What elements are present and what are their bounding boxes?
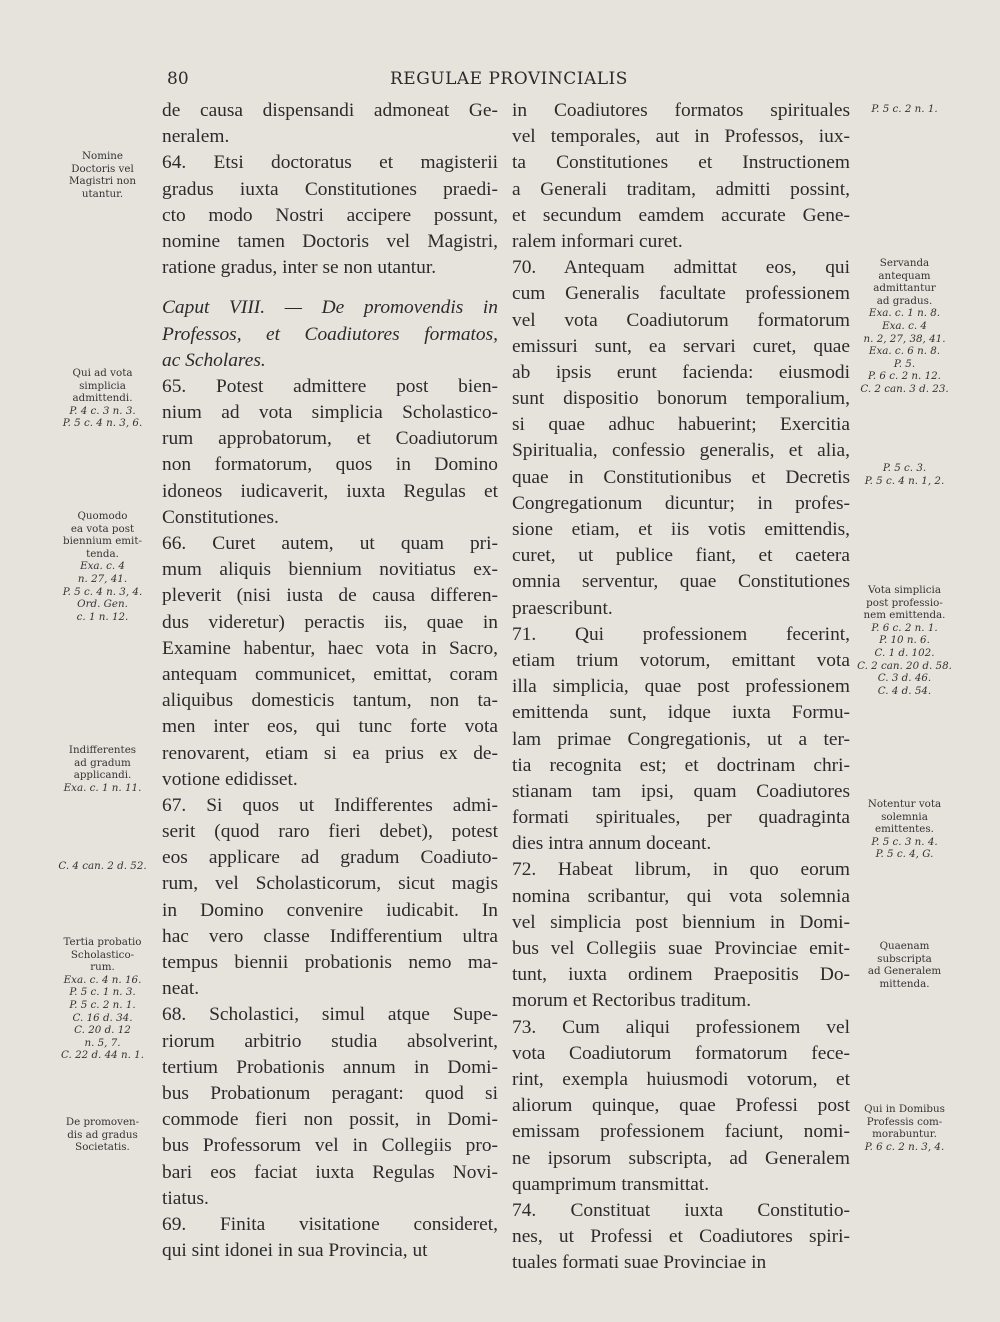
margin-note-reference: Ord. Gen. xyxy=(77,598,128,611)
margin-note-label: Scholastico- xyxy=(70,948,135,961)
margin-note-label: Servanda xyxy=(879,257,930,269)
margin-note xyxy=(852,103,957,116)
margin-note-label: ad gradus. xyxy=(876,294,933,307)
margin-note-label: ad Generalem xyxy=(867,965,942,978)
text-line: non formatorum, quos in Domino xyxy=(162,454,498,476)
margin-note-reference: C. 20 d. 12 xyxy=(74,1024,131,1037)
text-line: si quae adhuc habuerint; Exercitia xyxy=(512,414,850,436)
text-line: 71. Qui professionem fecerint, xyxy=(512,623,850,645)
text-line: idoneos iudicaverit, iuxta Regulas et xyxy=(162,480,498,502)
text-line: tuales formati suae Provinciae in xyxy=(512,1252,767,1274)
margin-note-reference: c. 1 n. 12. xyxy=(76,610,129,623)
text-line: bus Probationum peragant: quod si xyxy=(162,1082,498,1104)
margin-note-label: Qui in Domibus xyxy=(864,1103,945,1115)
margin-note-reference: Exa. c. 1 n. 11. xyxy=(63,781,142,794)
margin-note xyxy=(50,1116,155,1154)
text-line: illa simplicia, quae post professionem xyxy=(512,676,850,698)
margin-note-label: Notentur vota xyxy=(867,798,942,810)
margin-note-reference: n. 27, 41. xyxy=(77,572,128,585)
text-line: vel vota Coadiutorum formatorum xyxy=(512,309,850,331)
text-line: praescribunt. xyxy=(512,597,613,619)
text-line: riorum arbitrio studia absolverint, xyxy=(162,1030,498,1052)
text-line: lam primae Congregationis, ut a ter- xyxy=(512,728,850,750)
text-line: bus vel Collegiis suae Provinciae emit- xyxy=(512,938,850,959)
page-number: 80 xyxy=(167,69,189,89)
text-line: Congregationum dicuntur; in profes- xyxy=(512,492,850,514)
text-line: vota Coadiutorum formatorum fece- xyxy=(512,1042,850,1064)
margin-note-reference: P. 5 c. 2 n. 1. xyxy=(69,998,136,1011)
text-line: Spiritualia, confessio generalis, et alia, xyxy=(512,440,850,462)
text-line: 73. Cum aliqui professionem vel xyxy=(512,1016,850,1038)
margin-note-reference: C. 3 d. 46. xyxy=(877,672,932,685)
chapter-heading-line: Caput VIII. — De promovendis in xyxy=(162,297,498,319)
text-line: sunt dispositio bonorum temporalium, xyxy=(512,388,850,410)
margin-note-reference: P. 5 c. 1 n. 3. xyxy=(69,986,136,999)
margin-note-reference: P. 5 c. 4 n. 3, 6. xyxy=(62,417,143,430)
text-line: neralem. xyxy=(162,126,230,148)
margin-note-label: applicandi. xyxy=(73,769,132,782)
text-line: sione etiam, et iis votis emittendis, xyxy=(512,519,850,540)
text-line: pleverit (nisi iusta de causa differen- xyxy=(162,585,498,607)
margin-note-reference: C. 4 can. 2 d. 52. xyxy=(58,860,147,872)
margin-note-reference: n. 5, 7. xyxy=(84,1036,121,1049)
text-line: 66. Curet autem, ut quam pri- xyxy=(162,533,498,554)
margin-note-reference: P. 5. xyxy=(893,357,916,370)
margin-note-reference: P. 5 c. 4, G. xyxy=(875,848,934,861)
margin-note-label: De promoven- xyxy=(65,1116,140,1128)
margin-note-label: Doctoris vel xyxy=(71,162,134,175)
margin-note xyxy=(50,744,155,794)
margin-note xyxy=(50,150,155,200)
text-line: ta Constitutiones et Instructionem xyxy=(512,152,850,174)
margin-note-label: nem emittenda. xyxy=(863,609,946,622)
margin-note-reference: Exa. c. 4 xyxy=(882,319,927,332)
margin-note-label: solemnia xyxy=(881,810,928,823)
margin-note-reference: n. 2, 27, 38, 41. xyxy=(863,332,946,345)
margin-note-reference: P. 5 c. 3. xyxy=(882,462,927,474)
text-line: dus videretur) peractis iis, quae in xyxy=(162,611,498,633)
text-line: 64. Etsi doctoratus et magisterii xyxy=(162,152,498,174)
margin-note-label: emittentes. xyxy=(875,823,934,836)
text-line: stianam tam ipsi, quam Coadiutores xyxy=(512,780,850,802)
text-line: tempus biennii probationis nemo ma- xyxy=(162,952,498,973)
text-line: 74. Constituat iuxta Constitutio- xyxy=(512,1199,850,1221)
chapter-heading-line: ac Scholares. xyxy=(162,349,266,371)
left-column xyxy=(162,98,498,1264)
margin-note-label: Qui ad vota xyxy=(72,367,133,379)
text-line: 70. Antequam admittat eos, qui xyxy=(512,257,850,279)
margin-note xyxy=(852,1103,957,1153)
text-line: in Domino convenire iudicabit. In xyxy=(162,899,498,921)
margin-note-label: Quomodo xyxy=(77,510,128,522)
text-line: emissam professionem faciunt, nomi- xyxy=(512,1121,850,1143)
margin-note-reference: P. 4 c. 3 n. 3. xyxy=(69,404,136,417)
margin-note-label: subscripta xyxy=(877,952,932,965)
text-line: qui sint idonei in sua Provincia, ut xyxy=(162,1240,428,1262)
text-line: nomina scribantur, qui vota solemnia xyxy=(512,885,850,907)
text-line: Examine habentur, haec vota in Sacro, xyxy=(162,637,498,659)
margin-note xyxy=(852,257,957,396)
margin-note-label: admittantur xyxy=(873,282,936,295)
margin-note-reference: Exa. c. 6 n. 8. xyxy=(868,345,941,358)
margin-note xyxy=(852,462,957,487)
text-line: omnia serventur, quae Constitutiones xyxy=(512,571,850,593)
text-line: aliquibus domesticis tantum, non ta- xyxy=(162,690,498,712)
text-line: bus Professorum vel in Collegiis pro- xyxy=(162,1135,498,1157)
text-line: serit (quod raro fieri debet), potest xyxy=(162,821,498,843)
text-line: mum aliquis biennium novitiatus ex- xyxy=(162,559,498,581)
margin-note-label: biennium emit- xyxy=(63,535,142,548)
margin-note-label: simplicia xyxy=(79,379,126,392)
margin-note xyxy=(50,510,155,623)
margin-note-label: antequam xyxy=(878,269,931,282)
margin-note-label: mittenda. xyxy=(879,977,930,990)
text-line: votione edidisset. xyxy=(162,768,298,790)
text-line: antequam communicet, emittat, coram xyxy=(162,663,498,685)
text-line: in Coadiutores formatos spirituales xyxy=(512,100,850,121)
text-line: 67. Si quos ut Indifferentes admi- xyxy=(162,794,498,816)
margin-note xyxy=(50,936,155,1062)
margin-note-label: dis ad gradus xyxy=(67,1128,138,1141)
text-line: tunt, iuxta ordinem Praepositis Do- xyxy=(512,964,850,986)
text-line: rint, exempla huiusmodi votorum, et xyxy=(512,1068,850,1090)
chapter-heading-line: Professos, et Coadiutores formatos, xyxy=(162,323,498,345)
text-line: 69. Finita visitatione consideret, xyxy=(162,1213,498,1235)
text-line: nium ad vota simplicia Scholastico- xyxy=(162,402,498,424)
text-line: et secundum eamdem accurate Gene- xyxy=(512,204,850,226)
text-line: etiam trium votorum, emittant vota xyxy=(512,649,850,671)
text-line: dies intra annum doceant. xyxy=(512,833,712,855)
margin-note-label: tenda. xyxy=(86,547,119,560)
margin-note-reference: P. 10 n. 6. xyxy=(879,634,930,647)
text-line: a Generali traditam, admitti possint, xyxy=(512,178,850,200)
text-line: men inter eos, qui tunc forte vota xyxy=(162,716,498,738)
margin-note xyxy=(50,367,155,430)
margin-note-label: ea vota post xyxy=(70,522,135,535)
margin-note-reference: P. 5 c. 4 n. 3, 4. xyxy=(62,585,143,598)
text-line: Constitutiones. xyxy=(162,506,279,528)
text-line: emissuri sunt, ea servari curet, quae xyxy=(512,335,850,357)
margin-note-label: Indifferentes xyxy=(68,744,137,756)
margin-note-label: Professis com- xyxy=(866,1115,943,1128)
right-column xyxy=(512,98,850,1276)
text-line: 72. Habeat librum, in quo eorum xyxy=(512,859,850,881)
text-line: quamprimum transmittat. xyxy=(512,1173,710,1195)
text-line: tia recognita est; et doctrinam chri- xyxy=(512,754,850,776)
margin-note-label: Societatis. xyxy=(75,1141,130,1154)
text-line: ratione gradus, inter se non utantur. xyxy=(162,257,437,279)
margin-note-label: Quaenam xyxy=(879,940,930,952)
text-line: quae in Constitutionibus et Decretis xyxy=(512,466,850,488)
margin-note-label: admittendi. xyxy=(72,392,133,405)
running-head: REGULAE PROVINCIALIS xyxy=(390,69,628,89)
text-line: renovarent, etiam si ea prius ex de- xyxy=(162,742,498,764)
text-line: ab ipsis erunt facienda: eiusmodi xyxy=(512,361,850,383)
margin-note-reference: P. 5 c. 3 n. 4. xyxy=(871,835,938,848)
text-line: de causa dispensandi admoneat Ge- xyxy=(162,100,498,121)
text-line: ralem informari curet. xyxy=(512,230,683,252)
margin-note-label: ad gradum xyxy=(74,756,131,769)
text-line: neat. xyxy=(162,978,200,1000)
text-line: tiatus. xyxy=(162,1187,209,1209)
margin-note-reference: P. 5 c. 4 n. 1, 2. xyxy=(864,474,945,487)
margin-note-reference: P. 6 c. 2 n. 3, 4. xyxy=(864,1140,945,1153)
text-line: aliorum quinque, quae Professi post xyxy=(512,1095,850,1117)
margin-note-label: rum. xyxy=(90,961,115,974)
margin-note-label: post professio- xyxy=(866,596,943,609)
margin-note-reference: C. 22 d. 44 n. 1. xyxy=(61,1049,144,1062)
text-line: vel temporales, aut in Professos, iux- xyxy=(512,126,850,148)
text-line: curet, ut publice fiant, et caetera xyxy=(512,545,850,567)
margin-note-reference: C. 1 d. 102. xyxy=(874,646,935,659)
margin-note-reference: Exa. c. 4 n. 16. xyxy=(63,973,142,986)
text-line: eos applicare ad gradum Coadiuto- xyxy=(162,847,498,869)
text-line: 68. Scholastici, simul atque Supe- xyxy=(162,1004,498,1026)
text-line: bari eos faciat iuxta Regulas Novi- xyxy=(162,1161,498,1183)
margin-note-reference: P. 6 c. 2 n. 1. xyxy=(871,621,938,634)
margin-note-reference: C. 4 d. 54. xyxy=(877,684,932,697)
text-line: 65. Potest admittere post bien- xyxy=(162,375,498,397)
margin-note-label: morabuntur. xyxy=(872,1128,937,1141)
margin-note xyxy=(852,584,957,697)
margin-note-label: utantur. xyxy=(81,187,124,200)
text-line: hac vero classe Indifferentium ultra xyxy=(162,925,498,947)
text-line: nomine tamen Doctoris vel Magistri, xyxy=(162,230,498,252)
margin-note-reference: C. 16 d. 34. xyxy=(72,1011,133,1024)
margin-note-label: Nomine xyxy=(82,150,123,162)
text-line: cto modo Nostri accipere possunt, xyxy=(162,204,498,226)
margin-note-reference: Exa. c. 4 xyxy=(80,560,125,573)
text-line: cum Generalis facultate professionem xyxy=(512,283,850,305)
text-line: morum et Rectoribus traditum. xyxy=(512,990,752,1012)
margin-note-reference: C. 2 can. 20 d. 58. xyxy=(857,659,952,672)
margin-note xyxy=(852,798,957,861)
margin-note-label: Vota simplicia xyxy=(868,584,941,596)
margin-note-label: Tertia probatio xyxy=(63,936,142,948)
margin-note-reference: C. 2 can. 3 d. 23. xyxy=(860,382,949,395)
text-line: ne ipsorum subscripta, ad Generalem xyxy=(512,1147,850,1169)
text-line: nes, ut Professi et Coadiutores spiri- xyxy=(512,1226,850,1248)
text-line: vel simplicia post biennium in Domi- xyxy=(512,911,850,933)
margin-note-reference: Exa. c. 1 n. 8. xyxy=(868,307,941,320)
margin-note-reference: P. 6 c. 2 n. 12. xyxy=(868,370,941,383)
text-line: rum, vel Scholasticorum, sicut magis xyxy=(162,873,498,895)
margin-note-label: Magistri non xyxy=(69,175,136,188)
text-line: emittenda sunt, idque iuxta Formu- xyxy=(512,702,850,724)
text-line: commode fieri non possit, in Domi- xyxy=(162,1109,498,1131)
margin-note xyxy=(50,860,155,873)
text-line: formati spirituales, per quadraginta xyxy=(512,807,850,829)
margin-note-reference: P. 5 c. 2 n. 1. xyxy=(871,103,938,115)
margin-note xyxy=(852,940,957,990)
text-line: rum approbatorum, et Coadiutorum xyxy=(162,428,498,450)
text-line: tertium Probationis annum in Domi- xyxy=(162,1056,498,1078)
text-line: gradus iuxta Constitutiones praedi- xyxy=(162,178,498,200)
line-gap xyxy=(162,281,498,295)
